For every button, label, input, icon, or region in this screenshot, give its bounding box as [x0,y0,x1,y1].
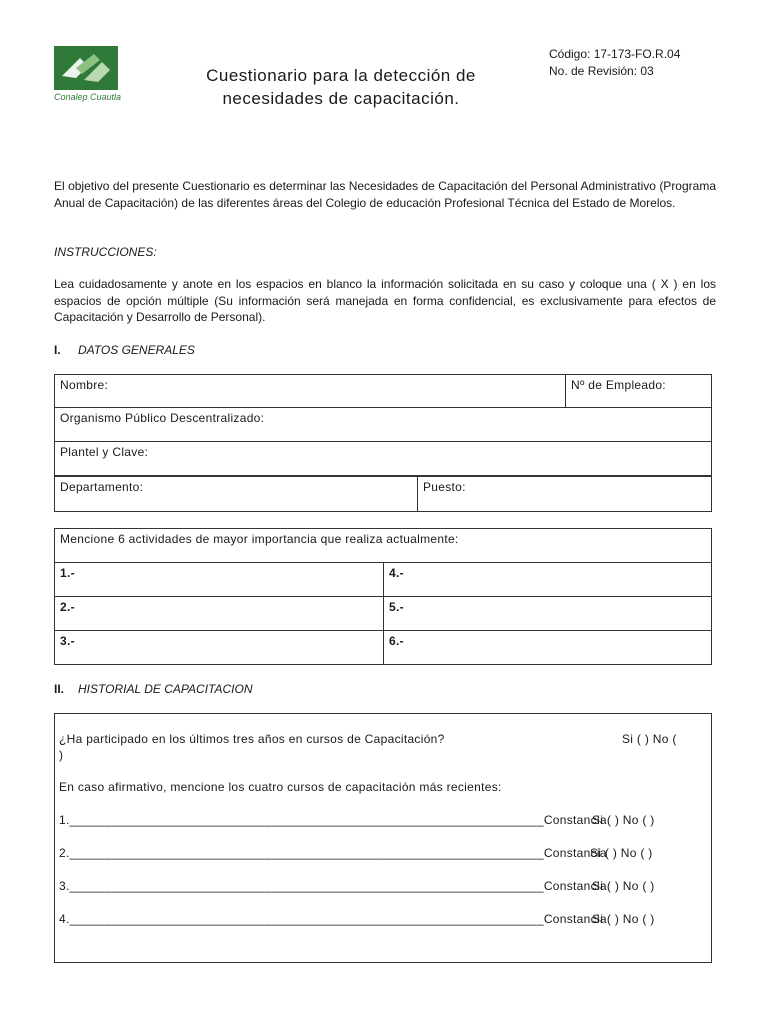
section-2-number: II. [54,682,65,696]
section-1-heading [54,343,195,357]
course-2-line[interactable]: 2.____________________________________________________________________Constancia [59,846,607,860]
title-line-1: Cuestionario para la detección de [206,66,476,85]
name-field[interactable]: Nombre: [55,375,566,408]
logo-mark [54,46,118,90]
organism-field[interactable]: Organismo Público Descentralizado: [55,408,712,442]
document-code-block [549,46,680,80]
conalep-logo [54,46,124,106]
position-field[interactable]: Puesto: [418,477,712,512]
participation-question: ¿Ha participado en los últimos tres años en cursos de Capacitación? [59,732,445,746]
course-2-certificate-options[interactable]: Si ( ) No ( ) [590,846,653,860]
activities-table [54,528,712,665]
section-1-number: I. [54,343,61,357]
general-data-table [54,374,712,476]
section-2-heading [54,682,252,696]
course-4-certificate-options[interactable]: Si ( ) No ( ) [592,912,655,926]
course-1-certificate-options[interactable]: Si ( ) No ( ) [592,813,655,827]
employee-number-field[interactable]: Nº de Empleado: [566,375,712,408]
document-code: Código: 17-173-FO.R.04 [549,47,681,61]
training-history-box [54,713,712,963]
activity-1-field[interactable]: 1.- [55,563,384,597]
campus-field[interactable]: Plantel y Clave: [55,442,712,476]
activity-4-field[interactable]: 4.- [384,563,712,597]
section-1-title: DATOS GENERALES [78,343,195,357]
title-line-2: necesidades de capacitación. [222,89,460,108]
course-4-line[interactable]: 4.____________________________________________________________________Constancia [59,912,607,926]
instructions-paragraph: Lea cuidadosamente y anote en los espacios en blanco la información solicitada en su caso y coloque una ( X ) en los espacios de opción múltiple (Su información será manejada en forma confidencial, es exclusivamente para efectos de Capacitación y Desarrollo de Personal). [54,277,716,324]
section-2-title: HISTORIAL DE CAPACITACION [78,682,253,696]
activities-prompt: Mencione 6 actividades de mayor importancia que realiza actualmente: [55,529,712,563]
instructions-heading: INSTRUCCIONES: [54,245,157,259]
logo-caption: Conalep Cuautla [54,92,122,102]
course-1-line[interactable]: 1.____________________________________________________________________Constancia [59,813,607,827]
revision-number: No. de Revisión: 03 [549,64,654,78]
activity-6-field[interactable]: 6.- [384,631,712,665]
course-3-line[interactable]: 3.____________________________________________________________________Constancia [59,879,607,893]
participation-options-wrap: ) [59,748,64,762]
page-title [186,64,496,110]
participation-options[interactable]: Si ( ) No ( [622,732,677,746]
activity-5-field[interactable]: 5.- [384,597,712,631]
department-field[interactable]: Departamento: [55,477,418,512]
course-3-certificate-options[interactable]: Si ( ) No ( ) [592,879,655,893]
activity-2-field[interactable]: 2.- [55,597,384,631]
objective-paragraph: El objetivo del presente Cuestionario es determinar las Necesidades de Capacitación del Personal Administrativo (Programa Anual de Capacitación) de las diferentes áreas del Colegio de educación Profesional Técnica del Estado de Morelos. [54,179,716,210]
department-table [54,476,712,512]
followup-prompt: En caso afirmativo, mencione los cuatro cursos de capacitación más recientes: [59,780,502,794]
activity-3-field[interactable]: 3.- [55,631,384,665]
